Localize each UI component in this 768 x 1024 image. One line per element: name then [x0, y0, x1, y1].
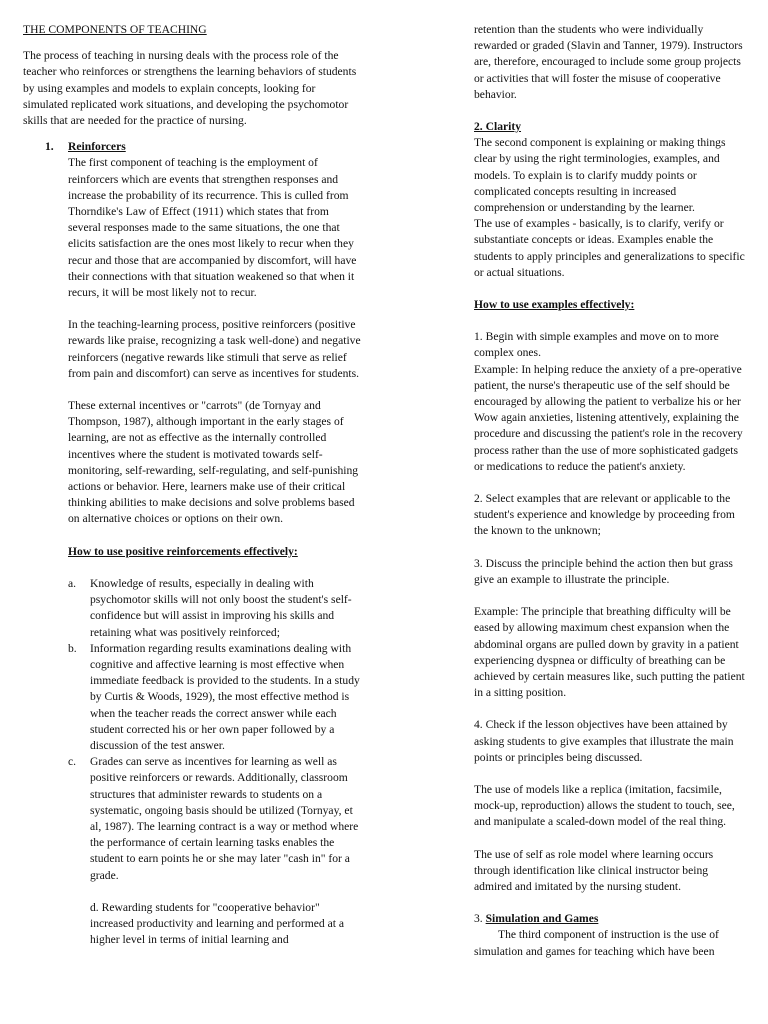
examples-step-1: 1. Begin with simple examples and move on to more complex ones. [474, 330, 719, 360]
reinforcement-list [68, 576, 363, 948]
intro-paragraph: The process of teaching in nursing deals with the process role of the teacher who reinforces or strengthens the learning behaviors of students by using examples and models to explain concepts, looking for simulated replicated work situations, and developing the psychomotor skills that are needed for the practice of nursing. [23, 49, 357, 128]
reinforcers-paragraph-1: The first component of teaching is the employment of reinforcers which are events that strengthen responses and increase the probability of its recurrence. This is culled from Thorndike's Law of Effect (1911) which states that from several responses made to the same situations, the one that elicits satisfaction are the ones most likely to recur when they recur and those that are accompanied by discomfort, will have their connections with that situation weakened so that when it recurs, it will be most likely not to recur. [68, 156, 357, 300]
self-model-paragraph: The use of self as role model where learning occurs through identification like clinical instructor being admired and imitated by the nursing student. [474, 847, 714, 893]
reinforcers-paragraph-2: In the teaching-learning process, positive reinforcers (positive rewards like praise, recognizing a task well-done) and negative reinforcers (negative rewards like stimuli that serve as relief from pain and discomfort) can serve as incentives for students. [68, 318, 361, 380]
list-item [68, 754, 363, 884]
models-paragraph: The use of models like a replica (imitation, facsimile, mock-up, reproduction) allows the student to touch, see, and manipulate a scaled-down model of the real thing. [474, 782, 735, 829]
list-item-text: Information regarding results examinations dealing with cognitive and affective learning is most effective when immediate feedback is provided to the students. In a study by Curtis & Woods, 1929), the most effective method is when the teacher reads the correct answer while each student corrected his or her own paper followed by a discussion of the test answer. [90, 641, 360, 752]
list-item [68, 576, 363, 641]
subheading-positive-reinforcements: How to use positive reinforcements effectively: [68, 544, 298, 558]
section-reinforcers [23, 139, 363, 948]
list-marker: b. [68, 641, 77, 655]
examples-example-3: Example: The principle that breathing difficulty will be eased by allowing maximum chest expansion when the abdominal organs are pulled down by gravity in a patient experiencing dyspnea or difficulty of breathing can be achieved by certain measures like, such putting the patient in a sitting position. [474, 605, 745, 700]
examples-example-1: Example: In helping reduce the anxiety of a pre-operative patient, the nurse's therapeutic use of the self should be encouraged by allowing the patient to verbalize his or her Wow again anxieties, listening attentively, explaining the procedure and discussing the patient's role in the recovery process rather than the use of more sophisticated gadgets or medications to reduce the patient's anxiety. [474, 362, 743, 473]
section-number: 3. [474, 912, 483, 926]
section-heading-simulation [474, 911, 746, 927]
left-column [23, 22, 363, 948]
examples-step-2: 2. Select examples that are relevant or applicable to the student's experience and knowledge by proceeding from the known to the unknown; [474, 492, 735, 538]
simulation-heading-text: Simulation and Games [485, 912, 599, 926]
section-heading-clarity: 2. Clarity [474, 120, 522, 134]
reinforcers-paragraph-3: These external incentives or "carrots" (de Tornyay and Thompson, 1987), although important in the early stages of learning, are not as effective as the internally controlled incentives where the student is motivated towards self-monitoring, self-rewarding, self-regulating, and self-punishing actions or behavior. Here, learners make use of their critical thinking abilities to make decisions and solve problems based on alternative choices or options on their own. [68, 399, 359, 526]
section-number: 1. [45, 140, 54, 154]
list-marker: c. [68, 755, 77, 769]
subheading-examples: How to use examples effectively: [474, 298, 635, 312]
document-title: THE COMPONENTS OF TEACHING [23, 23, 207, 36]
continuation-paragraph: retention than the students who were individually rewarded or graded (Slavin and Tanner, 1979). Instructors are, therefore, encouraged to include some group projects or activities that will foster the misuse of cooperative behavior. [474, 23, 743, 101]
clarity-paragraph-2: The use of examples - basically, is to clarify, verify or substantiate concepts or ideas. Examples enable the students to apply principles and generalizations to specific or actual situations. [474, 217, 745, 279]
list-marker: a. [68, 576, 77, 590]
list-item-text: Grades can serve as incentives for learning as well as positive reinforcers or rewards. Additionally, classroom structures that administer rewards to students on a systematic, ongoing basis should be utilized (Tornyay, et al, 1987). The learning contract is a way or method where the performance of certain learning tasks enables the student to earn points he or she may later "cash in" for a grade. [90, 755, 359, 882]
examples-step-3: 3. Discuss the principle behind the action then but grass give an example to illustrate the principle. [474, 556, 733, 586]
clarity-paragraph-1: The second component is explaining or making things clear by using the right terminologies, examples, and models. To explain is to clarify muddy points or complicated concepts resulting in increased comprehension or understanding by the learner. [474, 136, 726, 215]
section-heading-reinforcers: Reinforcers [68, 140, 126, 154]
simulation-paragraph: The third component of instruction is the use of simulation and games for teaching which have been [474, 928, 719, 958]
list-item [68, 641, 363, 754]
right-column [474, 22, 746, 960]
list-item-d: d. Rewarding students for "cooperative behavior" increased productivity and learning and performed at a higher level in terms of initial learning and [90, 900, 344, 947]
examples-step-4: 4. Check if the lesson objectives have been attained by asking students to give examples that illustrate the main points or principles being discussed. [474, 718, 734, 764]
list-item-text: Knowledge of results, especially in dealing with psychomotor skills will not only boost the student's self-confidence but will assist in improving his skills and retaining what was positively reinforced; [90, 576, 352, 639]
